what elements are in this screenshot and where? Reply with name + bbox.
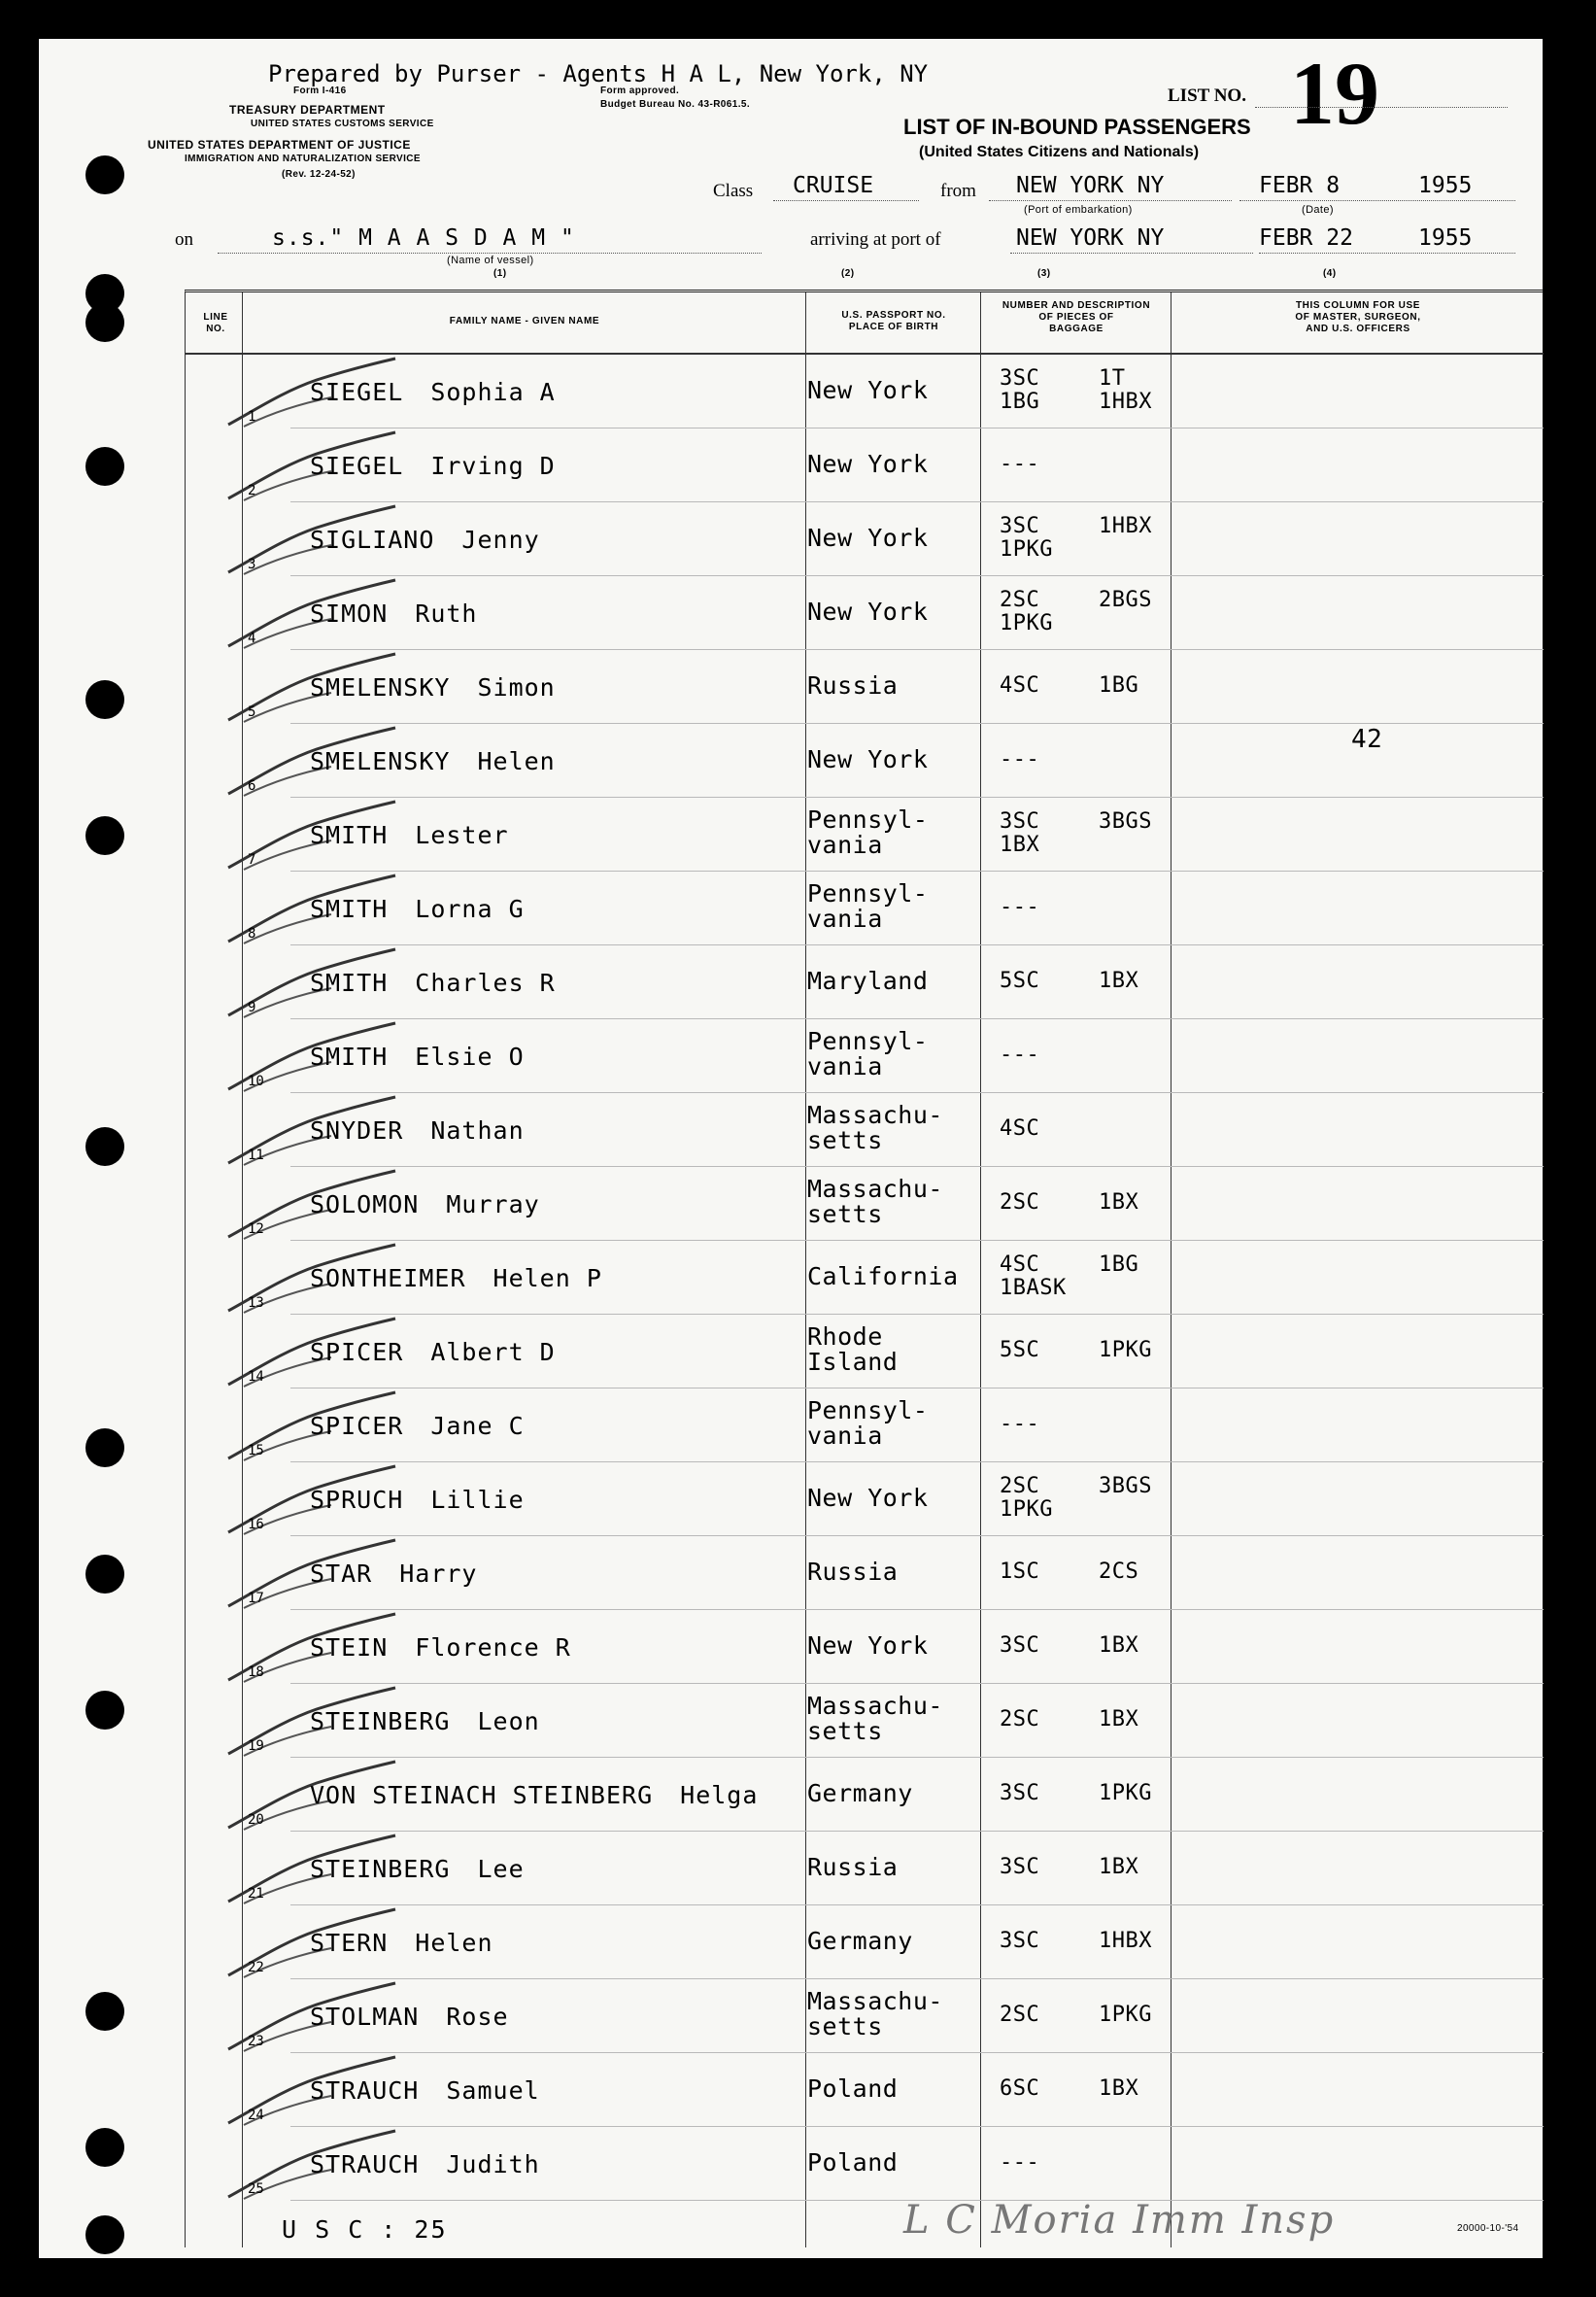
col-num-4: (4) [1323, 268, 1337, 279]
binder-hole [85, 155, 124, 194]
baggage-2: 1PKG [1099, 1781, 1152, 1805]
table-row [186, 1241, 1544, 1315]
treasury-department: TREASURY DEPARTMENT [229, 103, 386, 117]
line-number: 3 [248, 557, 256, 572]
given-name: Lorna G [415, 895, 525, 923]
place-of-birth: Pennsyl- vania [807, 1396, 929, 1450]
given-name: Helen [415, 1929, 493, 1957]
place-of-birth: Russia [807, 1558, 899, 1586]
line-number: 19 [248, 1738, 264, 1754]
family-name: SMITH [310, 895, 389, 923]
passenger-name [310, 747, 556, 775]
line-number: 10 [248, 1074, 264, 1089]
given-name: Jenny [461, 526, 540, 554]
passenger-name [310, 2076, 540, 2105]
place-of-birth: Pennsyl- vania [807, 1027, 929, 1080]
table-row [186, 576, 1544, 650]
list-no-label: LIST NO. [1168, 86, 1246, 106]
binder-hole [85, 1127, 124, 1166]
baggage-1: 3SC [1000, 514, 1040, 538]
baggage-1: 3SC [1000, 1633, 1040, 1658]
table-row [186, 1019, 1544, 1093]
arriving-label: arriving at port of [810, 229, 941, 250]
passenger-name [310, 673, 556, 702]
given-name: Lee [477, 1855, 525, 1883]
given-name: Simon [477, 673, 556, 702]
baggage-1: 2SC [1000, 1474, 1040, 1498]
revision: (Rev. 12-24-52) [282, 169, 356, 180]
place-of-birth: New York [807, 450, 929, 478]
table-row [186, 1167, 1544, 1241]
line-number: 25 [248, 2181, 264, 2197]
place-of-birth: Poland [807, 2074, 899, 2103]
baggage-1: 4SC [1000, 673, 1040, 698]
given-name: Lester [415, 821, 509, 849]
department-of-justice: UNITED STATES DEPARTMENT OF JUSTICE [148, 138, 411, 152]
baggage-1: 2SC [1000, 1190, 1040, 1215]
given-name: Helen [477, 747, 556, 775]
baggage-3: 1BASK [1000, 1276, 1067, 1300]
binder-hole [85, 2128, 124, 2167]
line-number: 22 [248, 1960, 264, 1975]
table-row [186, 1979, 1544, 2053]
binder-hole [85, 680, 124, 719]
baggage-3: 1BX [1000, 833, 1040, 857]
baggage-2: 1PKG [1099, 2003, 1152, 2027]
passenger-name [310, 1264, 602, 1292]
passenger-name [310, 378, 556, 406]
family-name: STRAUCH [310, 2150, 420, 2178]
baggage-1: --- [1000, 747, 1040, 771]
line-number: 4 [248, 631, 256, 646]
family-name: SIEGEL [310, 378, 404, 406]
list-subtitle: (United States Citizens and Nationals) [919, 144, 1200, 160]
binder-hole [85, 2215, 124, 2254]
baggage-2: 1BG [1099, 1252, 1139, 1277]
line-number: 2 [248, 483, 256, 498]
family-name: STAR [310, 1560, 373, 1588]
arrive-port: NEW YORK NY [1016, 225, 1165, 251]
baggage-3: 1PKG [1000, 1497, 1053, 1522]
given-name: Florence R [415, 1633, 571, 1662]
passenger-name [310, 1560, 477, 1588]
place-of-birth: Germany [807, 1927, 913, 1955]
given-name: Rose [446, 2003, 509, 2031]
given-name: Sophia A [430, 378, 556, 406]
passenger-name [310, 1412, 525, 1440]
baggage-1: 1SC [1000, 1560, 1040, 1584]
baggage-1: --- [1000, 1043, 1040, 1067]
passenger-name [310, 2150, 540, 2178]
place-of-birth: Massachu- setts [807, 1101, 943, 1154]
given-name: Harry [399, 1560, 478, 1588]
line-number: 21 [248, 1886, 264, 1902]
line-number: 17 [248, 1591, 264, 1606]
place-of-birth: Russia [807, 671, 899, 700]
place-of-birth: New York [807, 1484, 929, 1512]
family-name: SPICER [310, 1412, 404, 1440]
line-number: 7 [248, 852, 256, 868]
col-num-3: (3) [1037, 268, 1051, 279]
table-row [186, 945, 1544, 1019]
passenger-table [185, 290, 1544, 2247]
table-row [186, 1832, 1544, 1905]
family-name: SONTHEIMER [310, 1264, 466, 1292]
table-row [186, 798, 1544, 872]
table-row [186, 502, 1544, 576]
table-row [186, 1536, 1544, 1610]
table-row [186, 724, 1544, 798]
given-name: Albert D [430, 1338, 556, 1366]
col-header-name: FAMILY NAME - GIVEN NAME [449, 316, 600, 326]
table-row [186, 650, 1544, 724]
line-number: 8 [248, 926, 256, 942]
family-name: STOLMAN [310, 2003, 420, 2031]
baggage-1: 4SC [1000, 1252, 1040, 1277]
line-number: 14 [248, 1369, 264, 1385]
baggage-1: --- [1000, 452, 1040, 476]
binder-hole [85, 1691, 124, 1730]
list-no-value: 19 [1290, 44, 1379, 143]
baggage-2: 1BX [1099, 1190, 1139, 1215]
line-number: 24 [248, 2108, 264, 2123]
line-number: 23 [248, 2034, 264, 2049]
baggage-3: 1BG [1000, 390, 1040, 414]
binder-hole [85, 303, 124, 342]
line-number: 5 [248, 704, 256, 720]
baggage-2: 3BGS [1099, 1474, 1152, 1498]
col-header-passport: U.S. PASSPORT NO. PLACE OF BIRTH [841, 310, 946, 332]
form-number: Form I-416 [293, 86, 347, 96]
place-of-birth: Maryland [807, 967, 929, 995]
table-row [186, 1093, 1544, 1167]
binder-hole [85, 816, 124, 855]
line-number: 6 [248, 778, 256, 794]
line-number: 20 [248, 1812, 264, 1828]
given-name: Murray [446, 1190, 540, 1218]
family-name: SMELENSKY [310, 747, 451, 775]
baggage-1: 2SC [1000, 1707, 1040, 1731]
binder-hole [85, 447, 124, 486]
from-value: NEW YORK NY [1016, 173, 1165, 198]
arrive-date: FEBR 22 [1259, 225, 1353, 251]
table-row [186, 355, 1544, 429]
place-of-birth: Poland [807, 2148, 899, 2177]
passenger-name [310, 1190, 540, 1218]
baggage-1: 6SC [1000, 2076, 1040, 2101]
baggage-1: 3SC [1000, 809, 1040, 834]
baggage-2: 1BX [1099, 969, 1139, 993]
baggage-2: 1BX [1099, 2076, 1139, 2101]
family-name: SMELENSKY [310, 673, 451, 702]
given-name: Lillie [430, 1486, 525, 1514]
family-name: SIEGEL [310, 452, 404, 480]
officer-note: 42 [1351, 725, 1383, 754]
table-row [186, 1610, 1544, 1684]
table-row [186, 1684, 1544, 1758]
baggage-2: 1PKG [1099, 1338, 1152, 1362]
vessel-name: s.s." M A A S D A M " [272, 225, 575, 251]
given-name: Judith [446, 2150, 540, 2178]
family-name: SIGLIANO [310, 526, 435, 554]
passenger-name [310, 600, 477, 628]
baggage-2: 1BX [1099, 1633, 1139, 1658]
given-name: Samuel [446, 2076, 540, 2105]
family-name: SMITH [310, 969, 389, 997]
binder-hole [85, 1992, 124, 2031]
line-number: 16 [248, 1517, 264, 1532]
passenger-name [310, 1338, 556, 1366]
date-caption: (Date) [1302, 204, 1334, 216]
place-of-birth: Massachu- setts [807, 1692, 943, 1745]
place-of-birth: Russia [807, 1853, 899, 1881]
passenger-name [310, 1043, 525, 1071]
baggage-1: --- [1000, 895, 1040, 919]
baggage-1: 3SC [1000, 366, 1040, 391]
family-name: VON STEINACH STEINBERG [310, 1781, 654, 1809]
table-row [186, 1388, 1544, 1462]
col-num-1: (1) [493, 268, 507, 279]
baggage-1: 3SC [1000, 1781, 1040, 1805]
baggage-2: 1HBX [1099, 514, 1152, 538]
baggage-2: 1HBX [1099, 1929, 1152, 1953]
form-approved: Form approved. [600, 86, 680, 96]
family-name: SNYDER [310, 1116, 404, 1145]
family-name: STEIN [310, 1633, 389, 1662]
baggage-1: 5SC [1000, 969, 1040, 993]
col-header-officers: THIS COLUMN FOR USE OF MASTER, SURGEON, AND U.S. OFFICERS [1295, 300, 1421, 334]
passenger-name [310, 1707, 540, 1735]
given-name: Helga [680, 1781, 759, 1809]
given-name: Jane C [430, 1412, 525, 1440]
family-name: STEINBERG [310, 1855, 451, 1883]
baggage-2: 2BGS [1099, 588, 1152, 612]
given-name: Helen P [492, 1264, 602, 1292]
baggage-3: 1PKG [1000, 611, 1053, 635]
place-of-birth: New York [807, 745, 929, 773]
table-row [186, 1905, 1544, 1979]
table-row [186, 429, 1544, 502]
col-num-2: (2) [841, 268, 855, 279]
baggage-2: 1BG [1099, 673, 1139, 698]
passenger-name [310, 452, 556, 480]
baggage-1: 2SC [1000, 588, 1040, 612]
baggage-1: --- [1000, 1412, 1040, 1436]
line-number: 18 [248, 1664, 264, 1680]
family-name: STRAUCH [310, 2076, 420, 2105]
passenger-name [310, 1633, 571, 1662]
baggage-2: 2CS [1099, 1560, 1139, 1584]
passenger-name [310, 526, 540, 554]
table-row [186, 1462, 1544, 1536]
table-row [186, 872, 1544, 945]
passenger-name [310, 1781, 758, 1809]
prepared-by: Prepared by Purser - Agents H A L, New York, NY [268, 60, 929, 87]
baggage-2: 1T [1099, 366, 1126, 391]
baggage-4: 1HBX [1099, 390, 1152, 414]
passenger-name [310, 1486, 525, 1514]
manifest-page [39, 39, 1543, 2258]
vessel-caption: (Name of vessel) [447, 255, 534, 266]
baggage-2: 3BGS [1099, 809, 1152, 834]
passenger-name [310, 2003, 509, 2031]
table-row [186, 2127, 1544, 2201]
list-title: LIST OF IN-BOUND PASSENGERS [903, 115, 1251, 139]
place-of-birth: New York [807, 1631, 929, 1660]
on-label: on [175, 229, 193, 250]
place-of-birth: Rhode Island [807, 1322, 899, 1376]
passenger-name [310, 1116, 525, 1145]
family-name: SIMON [310, 600, 389, 628]
given-name: Ruth [415, 600, 478, 628]
line-number: 11 [248, 1148, 264, 1163]
inspector-signature: L C Moria Imm Insp [903, 2198, 1336, 2243]
from-date: FEBR 8 [1259, 173, 1341, 198]
baggage-1: 3SC [1000, 1929, 1040, 1953]
line-number: 15 [248, 1443, 264, 1458]
col-header-line-no: LINE NO. [203, 312, 228, 334]
usc-count: U S C : 25 [282, 2215, 448, 2244]
baggage-1: 2SC [1000, 2003, 1040, 2027]
passenger-name [310, 1929, 493, 1957]
baggage-1: 5SC [1000, 1338, 1040, 1362]
passenger-name [310, 1855, 525, 1883]
class-label: Class [713, 181, 754, 201]
passenger-name [310, 969, 556, 997]
table-row [186, 2053, 1544, 2127]
class-value: CRUISE [793, 173, 874, 198]
place-of-birth: California [807, 1262, 959, 1290]
line-number: 13 [248, 1295, 264, 1311]
line-number: 9 [248, 1000, 256, 1015]
place-of-birth: New York [807, 376, 929, 404]
baggage-1: --- [1000, 2150, 1040, 2175]
given-name: Irving D [430, 452, 556, 480]
place-of-birth: New York [807, 598, 929, 626]
arrive-year: 1955 [1418, 225, 1473, 251]
budget-bureau: Budget Bureau No. 43-R061.5. [600, 99, 751, 110]
port-embarkation-caption: (Port of embarkation) [1024, 204, 1133, 216]
given-name: Nathan [430, 1116, 525, 1145]
printer-code: 20000-10-'54 [1457, 2223, 1519, 2234]
place-of-birth: Pennsyl- vania [807, 879, 929, 933]
line-number: 12 [248, 1221, 264, 1237]
baggage-3: 1PKG [1000, 537, 1053, 562]
given-name: Charles R [415, 969, 556, 997]
baggage-2: 1BX [1099, 1707, 1139, 1731]
baggage-2: 1BX [1099, 1855, 1139, 1879]
family-name: SPRUCH [310, 1486, 404, 1514]
from-year: 1955 [1418, 173, 1473, 198]
given-name: Leon [477, 1707, 540, 1735]
family-name: SPICER [310, 1338, 404, 1366]
col-header-baggage: NUMBER AND DESCRIPTION OF PIECES OF BAGGAGE [1002, 300, 1151, 334]
binder-hole [85, 1555, 124, 1594]
family-name: STERN [310, 1929, 389, 1957]
immigration-service: IMMIGRATION AND NATURALIZATION SERVICE [185, 154, 421, 164]
place-of-birth: Massachu- setts [807, 1987, 943, 2040]
from-label: from [940, 181, 976, 201]
table-row [186, 1758, 1544, 1832]
place-of-birth: Massachu- setts [807, 1175, 943, 1228]
family-name: SMITH [310, 821, 389, 849]
passenger-name [310, 895, 525, 923]
place-of-birth: Germany [807, 1779, 913, 1807]
line-number: 1 [248, 409, 256, 425]
given-name: Elsie O [415, 1043, 525, 1071]
family-name: SOLOMON [310, 1190, 420, 1218]
binder-hole [85, 1428, 124, 1467]
place-of-birth: Pennsyl- vania [807, 806, 929, 859]
place-of-birth: New York [807, 524, 929, 552]
customs-service: UNITED STATES CUSTOMS SERVICE [251, 119, 434, 129]
baggage-1: 3SC [1000, 1855, 1040, 1879]
passenger-name [310, 821, 509, 849]
family-name: SMITH [310, 1043, 389, 1071]
baggage-1: 4SC [1000, 1116, 1040, 1141]
family-name: STEINBERG [310, 1707, 451, 1735]
table-row [186, 1315, 1544, 1388]
